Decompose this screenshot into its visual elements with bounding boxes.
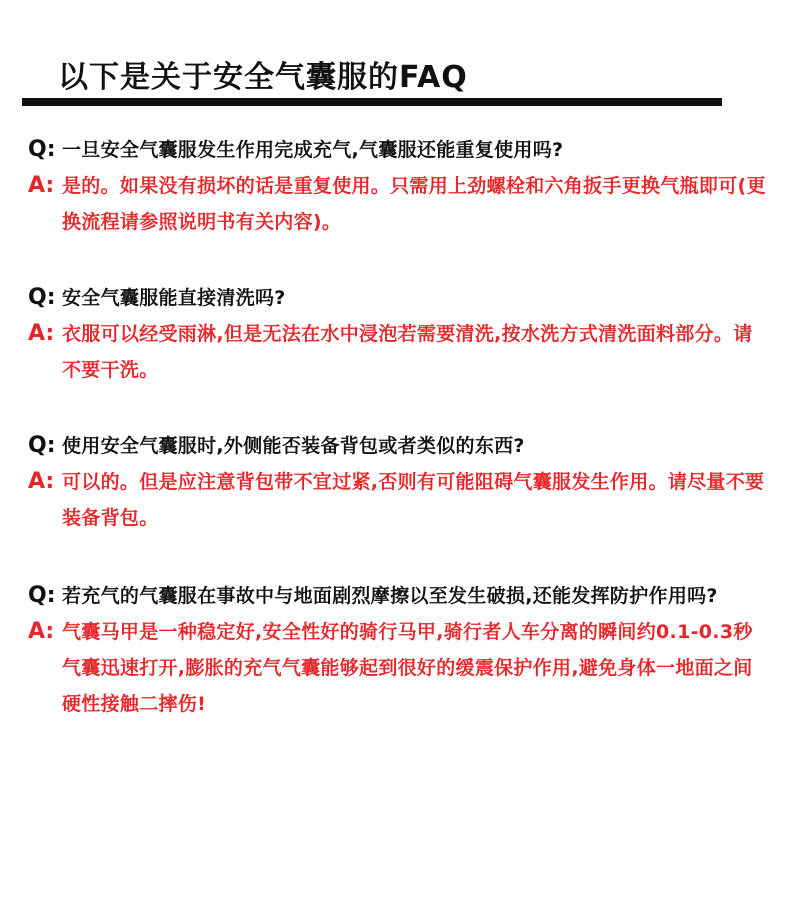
answer-row: [28, 316, 768, 388]
question-marker: Q:: [28, 583, 56, 608]
answer-row: [28, 464, 768, 536]
answer-row: [28, 168, 768, 240]
faq-item-2: [28, 280, 768, 388]
question-row: [28, 578, 768, 614]
faq-item-4: [28, 578, 768, 722]
question-text: 安全气囊服能直接清洗吗?: [62, 287, 286, 309]
question-row: [28, 428, 768, 464]
question-marker: Q:: [28, 137, 56, 162]
question-marker: Q:: [28, 285, 56, 310]
question-text: 使用安全气囊服时,外侧能否装备背包或者类似的东西?: [62, 435, 525, 457]
question-text: 一旦安全气囊服发生作用完成充气,气囊服还能重复使用吗?: [62, 139, 564, 161]
answer-text: 衣服可以经受雨淋,但是无法在水中浸泡若需要清洗,按水洗方式清洗面料部分。请不要干洗。: [62, 323, 753, 381]
faq-item-3: [28, 428, 768, 536]
answer-marker: A:: [28, 321, 55, 346]
question-row: [28, 280, 768, 316]
answer-row: [28, 614, 768, 722]
answer-text: 是的。如果没有损坏的话是重复使用。只需用上劲螺栓和六角扳手更换气瓶即可(更换流程请参照说明书有关内容)。: [62, 175, 766, 233]
title-underline: [22, 98, 722, 106]
question-text: 若充气的气囊服在事故中与地面剧烈摩擦以至发生破损,还能发挥防护作用吗?: [62, 585, 718, 607]
answer-text: 气囊马甲是一种稳定好,安全性好的骑行马甲,骑行者人车分离的瞬间约0.1-0.3秒气囊迅速打开,膨胀的充气气囊能够起到很好的缓震保护作用,避免身体一地面之间硬性接触二摔伤!: [62, 621, 753, 715]
page-title: 以下是关于安全气囊服的FAQ: [58, 60, 468, 95]
question-row: [28, 132, 768, 168]
faq-item-1: [28, 132, 768, 240]
answer-marker: A:: [28, 173, 55, 198]
answer-marker: A:: [28, 619, 55, 644]
question-marker: Q:: [28, 433, 56, 458]
answer-text: 可以的。但是应注意背包带不宜过紧,否则有可能阻碍气囊服发生作用。请尽量不要装备背包。: [62, 471, 765, 529]
answer-marker: A:: [28, 469, 55, 494]
